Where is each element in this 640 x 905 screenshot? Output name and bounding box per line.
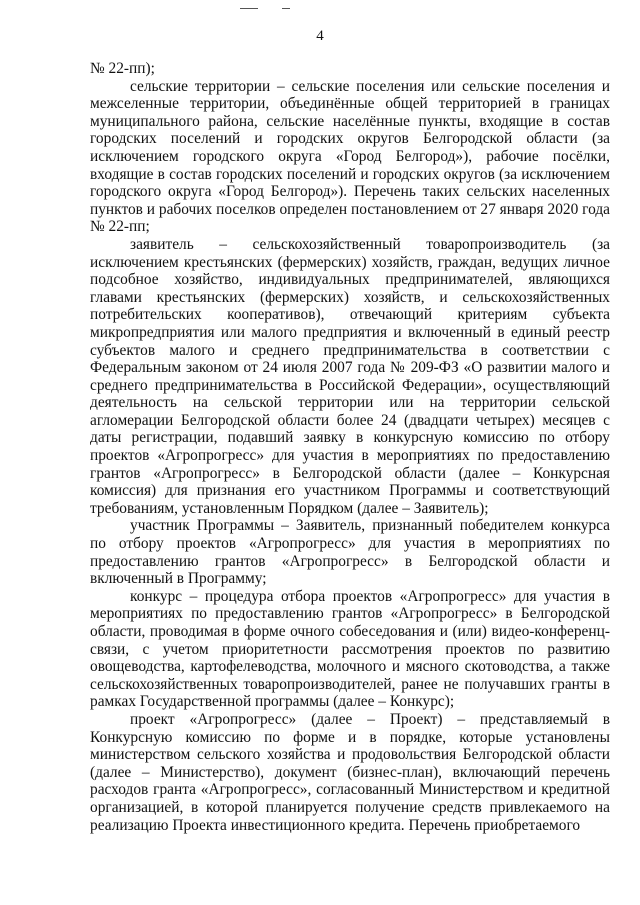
paragraph-rural-territories: сельские территории – сельские поселения или сельские поселения и межселенные территории, объединённые общей территорией в границах муниципального района, сельские населённые пункты, входящие в состав городских поселений и городских округов Белгородской области (за исключением городского округа «Город Белгород»), рабочие посёлки, входящие в состав городских поселений и городских округов (за исключением городского округа «Город Белгород»). Перечень таких сельских населенных пунктов и рабочих поселков определен постановлением от 27 января 2020 года № 22-пп;	[90, 77, 610, 236]
scan-artifact-mark	[240, 8, 258, 9]
paragraph-contest: конкурс – процедура отбора проектов «Агропрогресс» для участия в мероприятиях по предоставлению грантов «Агропрогресс» в Белгородской области, проводимая в форме очного собеседования и (или) видео-конференц-связи, с учетом приоритетности рассмотрения проектов по развитию овощеводства, картофелеводства, молочного и мясного скотоводства, а также сельскохозяйственных товаропроизводителей, ранее не получавших гранты в рамках Государственной программы (далее – Конкурс);	[90, 587, 610, 711]
document-body	[90, 60, 610, 834]
scan-artifact-mark	[282, 8, 290, 9]
paragraph-program-participant: участник Программы – Заявитель, признанный победителем конкурса по отбору проектов «Агропрогресс» для участия в мероприятиях по предоставлению грантов «Агропрогресс» в Белгородской области и включенный в Программу;	[90, 517, 610, 588]
paragraph-project: проект «Агропрогресс» (далее – Проект) – представляемый в Конкурсную комиссию по форме и в порядке, которые установлены министерством сельского хозяйства и продовольствия Белгородской области (далее – Министерство), документ (бизнес-план), включающий перечень расходов гранта «Агропрогресс», согласованный Министерством и кредитной организацией, в которой планируется получение средств привлекаемого на реализацию Проекта инвестиционного кредита. Перечень приобретаемого	[90, 710, 610, 834]
page-number: 4	[316, 28, 324, 44]
paragraph-applicant: заявитель – сельскохозяйственный товаропроизводитель (за исключением крестьянских (фермерских) хозяйств, граждан, ведущих личное подсобное хозяйство, индивидуальных предпринимателей, являющихся главами крестьянских (фермерских) хозяйств, и сельскохозяйственных потребительских кооперативов), отвечающий критериям субъекта микропредприятия или малого предприятия и включенный в единый реестр субъектов малого и среднего предпринимательства в соответствии с Федеральным законом от 24 июля 2007 года № 209-ФЗ «О развитии малого и среднего предпринимательства в Российской Федерации», осуществляющий деятельность на сельской территории или на территории сельской агломерации Белгородской области более 24 (двадцати четырех) месяцев с даты регистрации, подавший заявку в конкурсную комиссию по отбору проектов «Агропрогресс» для участия в мероприятиях по предоставлению грантов «Агропрогресс» в Белгородской области (далее – Конкурсная комиссия) для признания его участником Программы и соответствующий требованиям, установленным Порядком (далее – Заявитель);	[90, 235, 610, 517]
paragraph-continuation: № 22-пп);	[90, 60, 155, 77]
